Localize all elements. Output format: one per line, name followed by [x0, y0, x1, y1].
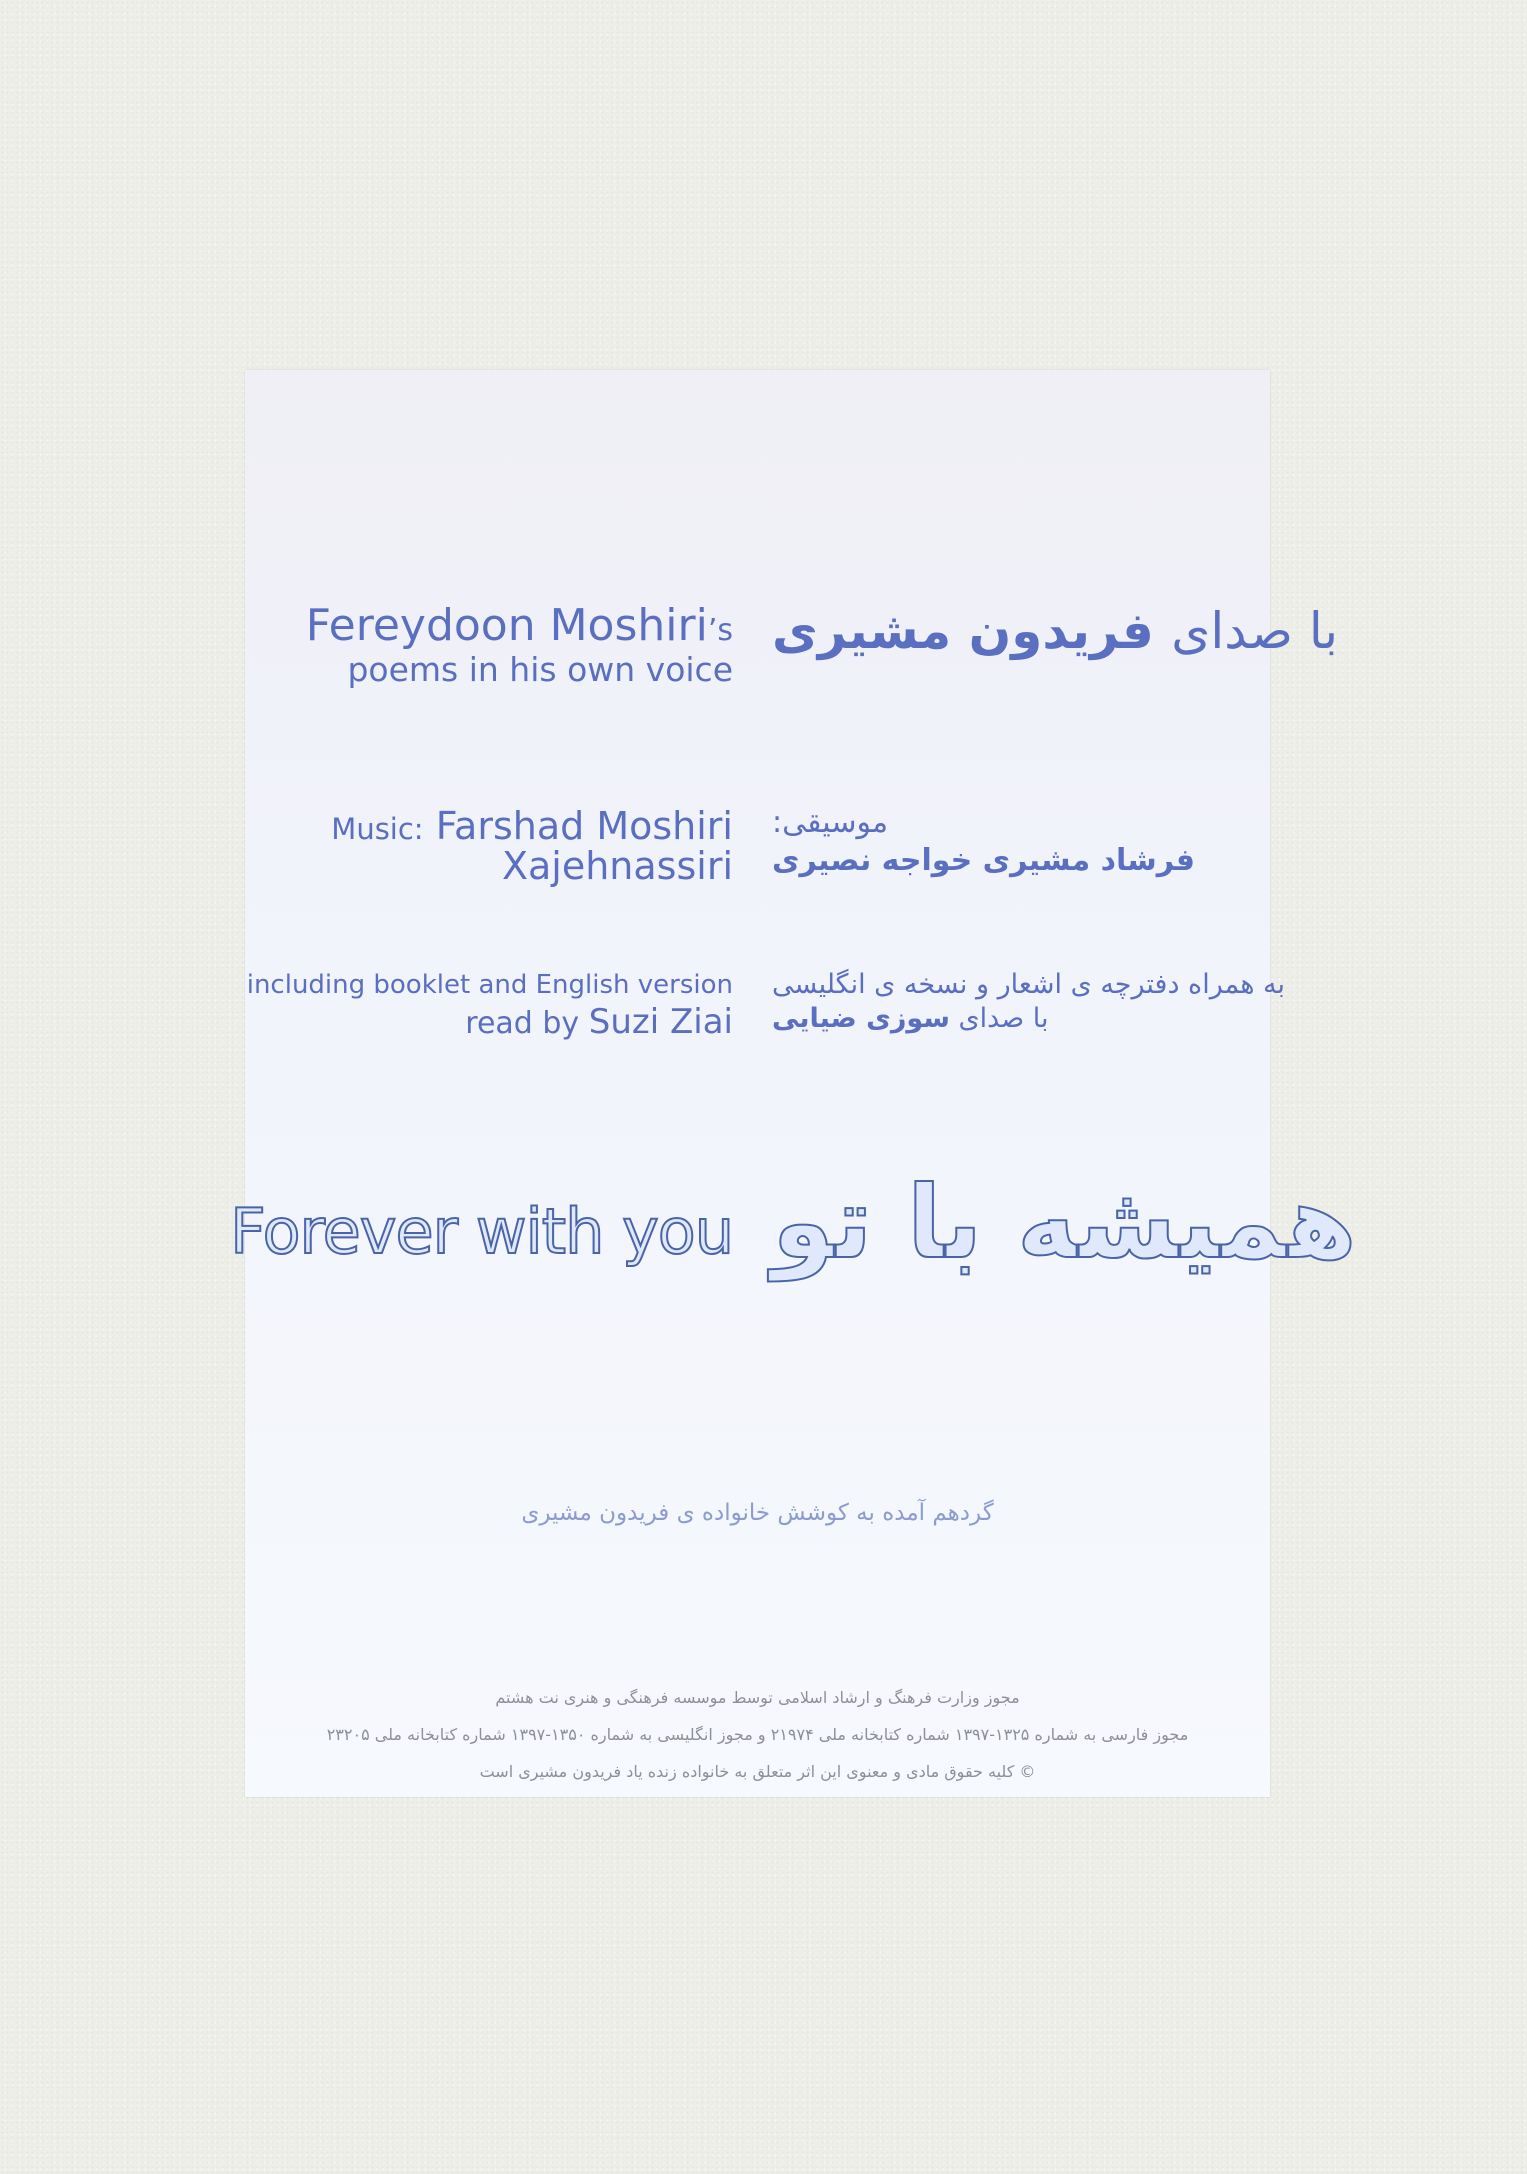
persian-read-by	[772, 1004, 1049, 1034]
persian-read-by-label: با صدای	[958, 1003, 1049, 1034]
english-title-name-text: Fereydoon Moshiri	[305, 600, 708, 651]
english-music-credit	[331, 806, 733, 848]
compiled-by-credit: گردهم آمده به کوشش خانواده ی فریدون مشیری	[521, 1500, 994, 1526]
english-read-by	[465, 1004, 733, 1041]
english-reader-name: Suzi Ziai	[588, 1002, 733, 1042]
persian-music-names: فرشاد مشیری خواجه نصیری	[772, 843, 1196, 878]
english-album-title: Forever with you	[230, 1195, 733, 1268]
english-music-name-line2: Xajehnassiri	[501, 844, 733, 888]
persian-music-label: موسیقی:	[772, 805, 889, 840]
persian-album-title: همیشه با تو	[772, 1164, 1357, 1281]
english-music-label: Music:	[331, 812, 424, 846]
english-title-possessive: ’s	[707, 613, 733, 648]
persian-title-name: فریدون مشیری	[772, 602, 1154, 660]
persian-reader-name: سوزی ضیایی	[772, 1003, 950, 1034]
english-music-name: Farshad Moshiri	[435, 804, 733, 848]
english-title-subtitle: poems in his own voice	[347, 650, 733, 689]
legal-license-line: مجوز وزارت فرهنگ و ارشاد اسلامی توسط موسسه فرهنگی و هنری نت هشتم	[495, 1688, 1020, 1707]
persian-booklet-note: به همراه دفترچه ی اشعار و نسخه ی انگلیسی	[772, 969, 1286, 1000]
english-read-by-label: read by	[465, 1006, 580, 1041]
persian-title-prefix: با صدای	[1171, 602, 1339, 660]
album-cover-sheet	[230, 370, 1357, 1797]
legal-library-numbers-line: مجوز فارسی به شماره ۱۳۲۵-۱۳۹۷ شماره کتابخانه ملی ۲۱۹۷۴ و مجوز انگلیسی به شماره ۱۳۵۰-۱۳۹۷ شماره کتابخانه ملی ۲۳۲۰۵	[326, 1725, 1189, 1744]
english-title-name	[306, 602, 733, 650]
persian-title	[772, 604, 1338, 659]
legal-copyright-line: © کلیه حقوق مادی و معنوی این اثر متعلق به خانواده زنده یاد فریدون مشیری است	[479, 1762, 1036, 1781]
english-including-note: including booklet and English version	[246, 970, 733, 1000]
